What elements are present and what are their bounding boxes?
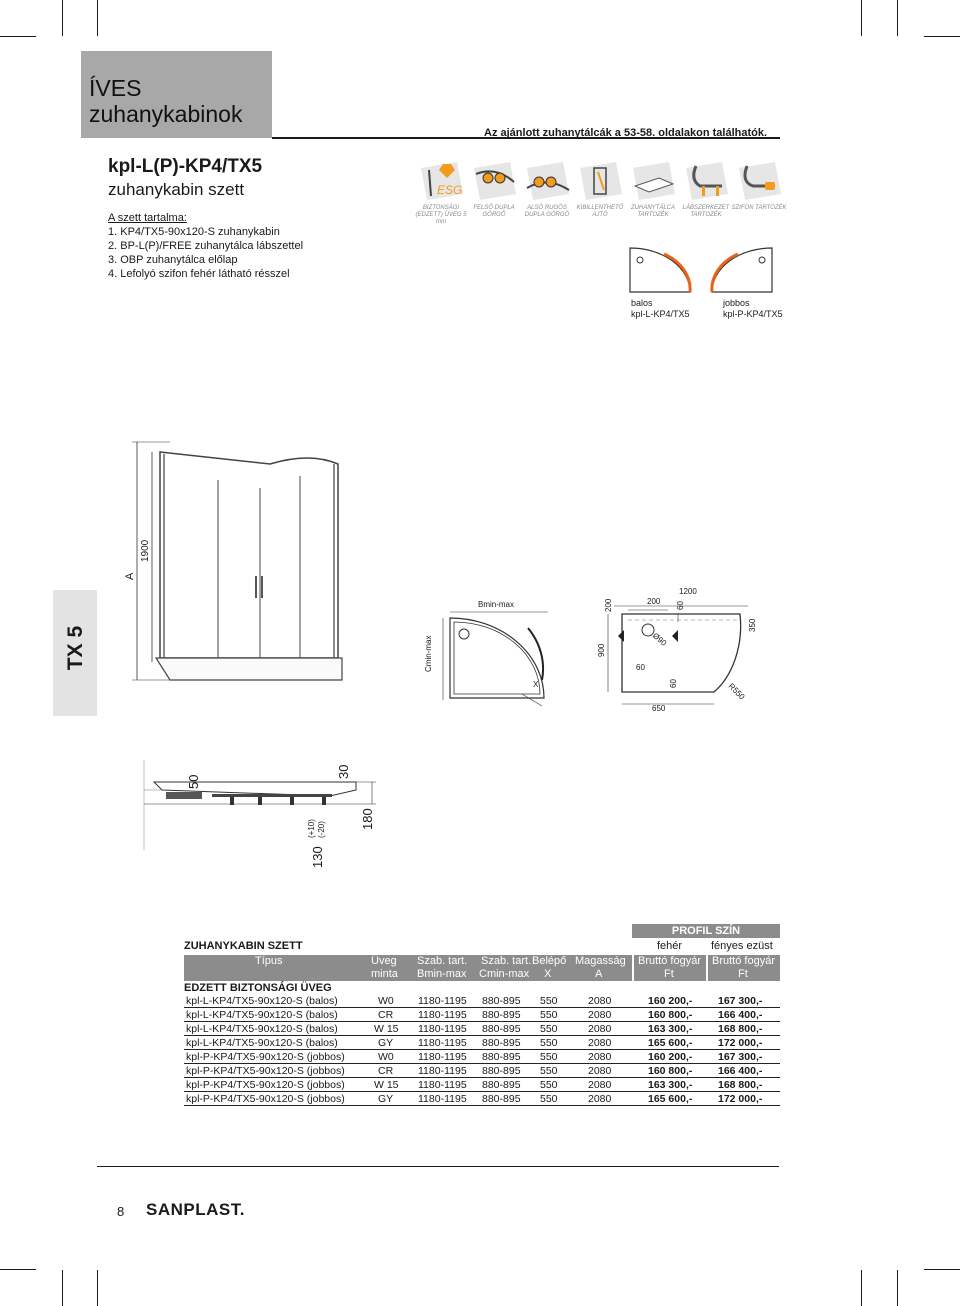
- cell-type: kpl-P-KP4/TX5-90x120-S (jobbos): [186, 1079, 345, 1091]
- col-height: Magasság: [575, 955, 626, 967]
- cell-cminmax: 880-895: [482, 1079, 521, 1091]
- cell-cminmax: 880-895: [482, 1065, 521, 1077]
- dim-label-650: 650: [652, 704, 666, 713]
- cell-glass: GY: [378, 1093, 394, 1105]
- cell-price-silver: 167 300,-: [718, 1051, 763, 1063]
- crop-mark: [897, 1270, 898, 1306]
- col-price-white-sub: Ft: [664, 968, 674, 980]
- crop-mark: [897, 0, 898, 36]
- cell-glass: W 15: [374, 1023, 399, 1035]
- cell-cminmax: 880-895: [482, 1051, 521, 1063]
- dim-label-radius: R550: [726, 681, 747, 702]
- section-title-line2: zuhanykabinok: [89, 101, 243, 127]
- table-row: [184, 1065, 780, 1078]
- dim-label-a: A: [124, 572, 136, 580]
- footer-rule: [97, 1166, 779, 1167]
- cell-bminmax: 1180-1195: [418, 995, 467, 1007]
- cell-price-white: 165 600,-: [648, 1037, 693, 1049]
- table-row: [184, 1037, 780, 1050]
- col-szab-b: Szab. tart.: [417, 955, 468, 967]
- section-title-block: [81, 51, 272, 138]
- cell-price-silver: 166 400,-: [718, 1065, 763, 1077]
- cell-cminmax: 880-895: [482, 995, 521, 1007]
- cell-price-white: 160 800,-: [648, 1009, 693, 1021]
- dim-label-50: 50: [186, 774, 201, 789]
- esg-glass-icon: [417, 160, 465, 202]
- leg-set-icon: [682, 160, 730, 202]
- dim-label-60-mid: 60: [636, 663, 645, 672]
- cell-height: 2080: [588, 1079, 612, 1091]
- lower-spring-roller-icon: [523, 160, 571, 202]
- feature-siphon: [731, 160, 787, 212]
- cell-bminmax: 1180-1195: [418, 1079, 467, 1091]
- color-white-label: fehér: [657, 940, 683, 952]
- product-subtitle: zuhanykabin szett: [108, 180, 245, 199]
- shower-tray-icon: [629, 160, 677, 202]
- cell-height: 2080: [588, 1037, 612, 1049]
- cell-height: 2080: [588, 1023, 612, 1035]
- crop-mark: [861, 1270, 862, 1306]
- set-item: 4. Lefolyó szifon fehér látható résszel: [108, 268, 290, 280]
- set-item: 2. BP-L(P)/FREE zuhanytálca lábszettel: [108, 240, 304, 252]
- right-variant-plan: [700, 240, 780, 296]
- header-divider: [632, 955, 634, 981]
- cell-entry: 550: [540, 1037, 558, 1049]
- cell-bminmax: 1180-1195: [418, 1009, 467, 1021]
- hinged-door-icon: [576, 160, 624, 202]
- table-section-title: ZUHANYKABIN SZETT: [184, 940, 303, 952]
- cell-height: 2080: [588, 1009, 612, 1021]
- product-title: kpl-L(P)-KP4/TX5: [108, 156, 263, 177]
- dim-label-30: 30: [336, 764, 351, 779]
- table-subsection: EDZETT BIZTONSÁGI ÜVEG: [184, 982, 332, 994]
- cell-entry: 550: [540, 995, 558, 1007]
- left-variant-caption: balos: [631, 298, 653, 308]
- cell-type: kpl-L-KP4/TX5-90x120-S (balos): [186, 1037, 338, 1049]
- cell-entry: 550: [540, 1065, 558, 1077]
- cell-cminmax: 880-895: [482, 1009, 521, 1021]
- dim-label-1200: 1200: [679, 587, 697, 596]
- color-silver-label: fényes ezüst: [711, 940, 773, 952]
- cell-bminmax: 1180-1195: [418, 1093, 467, 1105]
- table-row: [184, 1051, 780, 1064]
- cell-type: kpl-P-KP4/TX5-90x120-S (jobbos): [186, 1065, 345, 1077]
- dim-label-200: 200: [647, 597, 661, 606]
- dim-label-130: 130: [310, 846, 325, 868]
- feature-upper-roller: [466, 160, 522, 219]
- col-entry: Belépő: [532, 955, 567, 967]
- col-price-silver: Bruttó fogyár: [712, 955, 775, 967]
- series-tab: [53, 590, 97, 716]
- siphon-icon: [735, 160, 783, 202]
- cell-glass: W 15: [374, 1079, 399, 1091]
- cell-bminmax: 1180-1195: [418, 1065, 467, 1077]
- cell-price-silver: 172 000,-: [718, 1093, 763, 1105]
- cell-type: kpl-P-KP4/TX5-90x120-S (jobbos): [186, 1093, 345, 1105]
- crop-mark: [861, 0, 862, 36]
- crop-mark: [924, 1269, 960, 1270]
- cell-price-silver: 168 800,-: [718, 1023, 763, 1035]
- col-type: Típus: [255, 955, 283, 967]
- cell-cminmax: 880-895: [482, 1037, 521, 1049]
- cell-type: kpl-L-KP4/TX5-90x120-S (balos): [186, 1009, 338, 1021]
- dim-label-900: 900: [597, 643, 606, 657]
- section-title-line1: ÍVES: [89, 75, 142, 101]
- dim-label-180: 180: [360, 808, 375, 830]
- cell-entry: 550: [540, 1023, 558, 1035]
- cell-type: kpl-P-KP4/TX5-90x120-S (jobbos): [186, 1051, 345, 1063]
- dim-label-1900: 1900: [140, 539, 151, 562]
- col-szab-b-sub: Bmin-max: [417, 968, 467, 980]
- cabin-front-drawing: [130, 440, 360, 700]
- tray-reference-note: Az ajánlott zuhanytálcák a 53-58. oldalakon találhatók.: [484, 127, 768, 139]
- dim-label-x: X: [533, 680, 539, 689]
- cell-price-white: 163 300,-: [648, 1023, 693, 1035]
- crop-mark: [97, 1270, 98, 1306]
- set-item: 1. KP4/TX5-90x120-S zuhanykabin: [108, 226, 280, 238]
- cell-glass: W0: [378, 995, 394, 1007]
- cell-price-white: 160 800,-: [648, 1065, 693, 1077]
- feature-lower-roller: [519, 160, 575, 219]
- cell-price-silver: 168 800,-: [718, 1079, 763, 1091]
- feature-label: LÁBSZERKEZET TARTOZÉK: [682, 205, 730, 218]
- feature-label: FELSŐ DUPLA GÖRGŐ: [473, 205, 515, 218]
- feature-label: SZIFON TARTOZÉK: [731, 205, 787, 211]
- feature-label: ZUHANYTÁLCA TARTOZÉK: [630, 205, 675, 218]
- table-row: [184, 1009, 780, 1022]
- cell-glass: GY: [378, 1037, 394, 1049]
- series-tab-label: TX 5: [64, 625, 87, 671]
- feature-label: ALSÓ RUGÓS DUPLA GÖRGŐ: [524, 205, 570, 218]
- profile-color-heading: PROFIL SZÍN: [632, 924, 780, 938]
- brand-logo: SANPLAST.: [146, 1200, 245, 1219]
- cell-entry: 550: [540, 1051, 558, 1063]
- cell-glass: CR: [378, 1009, 394, 1021]
- cell-height: 2080: [588, 1051, 612, 1063]
- feature-leg-set: [678, 160, 734, 219]
- table-row: [184, 1023, 780, 1036]
- upper-double-roller-icon: [470, 160, 518, 202]
- cell-entry: 550: [540, 1093, 558, 1105]
- right-variant-model: kpl-P-KP4/TX5: [723, 309, 783, 319]
- col-price-silver-sub: Ft: [738, 968, 748, 980]
- dim-label-350: 350: [748, 618, 757, 632]
- crop-mark: [97, 0, 98, 36]
- cell-glass: CR: [378, 1065, 394, 1077]
- col-glass: Üveg: [371, 955, 397, 967]
- cell-type: kpl-L-KP4/TX5-90x120-S (balos): [186, 1023, 338, 1035]
- crop-mark: [62, 0, 63, 36]
- page-number: 8: [117, 1204, 125, 1219]
- svg-text:ESG: ESG: [437, 183, 463, 197]
- dim-label-cminmax: Cmin-max: [424, 635, 433, 672]
- cell-bminmax: 1180-1195: [418, 1037, 467, 1049]
- left-variant-model: kpl-L-KP4/TX5: [631, 309, 690, 319]
- dim-label-60-bottom: 60: [669, 679, 678, 688]
- feature-hinged-door: [572, 160, 628, 219]
- feature-label: BIZTONSÁGI (EDZETT) ÜVEG 5 mm: [415, 205, 467, 225]
- col-price-white: Bruttó fogyár: [638, 955, 701, 967]
- cell-glass: W0: [378, 1051, 394, 1063]
- cell-price-white: 163 300,-: [648, 1079, 693, 1091]
- cell-entry: 550: [540, 1009, 558, 1021]
- feature-label: KIBILLENTHETŐ AJTÓ: [576, 205, 624, 218]
- cell-bminmax: 1180-1195: [418, 1023, 467, 1035]
- table-row: [184, 1079, 780, 1092]
- table-row: [184, 995, 780, 1008]
- tray-plan-drawing: [440, 610, 558, 710]
- cell-price-white: 160 200,-: [648, 1051, 693, 1063]
- feature-esg-glass: [413, 160, 469, 226]
- cell-price-silver: 172 000,-: [718, 1037, 763, 1049]
- cell-height: 2080: [588, 1065, 612, 1077]
- set-item: 3. OBP zuhanytálca előlap: [108, 254, 238, 266]
- cell-price-white: 160 200,-: [648, 995, 693, 1007]
- dim-label-200-vertical: 200: [604, 598, 613, 612]
- dim-label-tolerance-minus: (-20): [317, 821, 326, 838]
- dim-label-bminmax: Bmin-max: [478, 600, 515, 609]
- col-szab-c: Szab. tart.: [481, 955, 532, 967]
- col-height-sub: A: [595, 968, 603, 980]
- cell-cminmax: 880-895: [482, 1023, 521, 1035]
- header-divider: [706, 955, 708, 981]
- crop-mark: [0, 1269, 36, 1270]
- dim-label-tolerance-plus: (+10): [307, 819, 316, 838]
- crop-mark: [62, 1270, 63, 1306]
- set-contents-heading: A szett tartalma:: [108, 212, 187, 224]
- left-variant-plan: [622, 240, 702, 296]
- cell-price-silver: 166 400,-: [718, 1009, 763, 1021]
- table-row: [184, 1093, 780, 1106]
- cell-height: 2080: [588, 1093, 612, 1105]
- dim-label-60-top: 60: [676, 601, 685, 610]
- cell-height: 2080: [588, 995, 612, 1007]
- cell-bminmax: 1180-1195: [418, 1051, 467, 1063]
- crop-mark: [924, 36, 960, 37]
- crop-mark: [0, 36, 36, 37]
- dim-label-drain: Ø90: [650, 631, 669, 648]
- feature-tray: [625, 160, 681, 219]
- cell-cminmax: 880-895: [482, 1093, 521, 1105]
- col-szab-c-sub: Cmin-max: [479, 968, 530, 980]
- col-entry-sub: X: [544, 968, 552, 980]
- cell-price-silver: 167 300,-: [718, 995, 763, 1007]
- cell-type: kpl-L-KP4/TX5-90x120-S (balos): [186, 995, 338, 1007]
- right-variant-caption: jobbos: [723, 298, 750, 308]
- cell-entry: 550: [540, 1079, 558, 1091]
- cell-price-white: 165 600,-: [648, 1093, 693, 1105]
- col-glass-sub: minta: [371, 968, 398, 980]
